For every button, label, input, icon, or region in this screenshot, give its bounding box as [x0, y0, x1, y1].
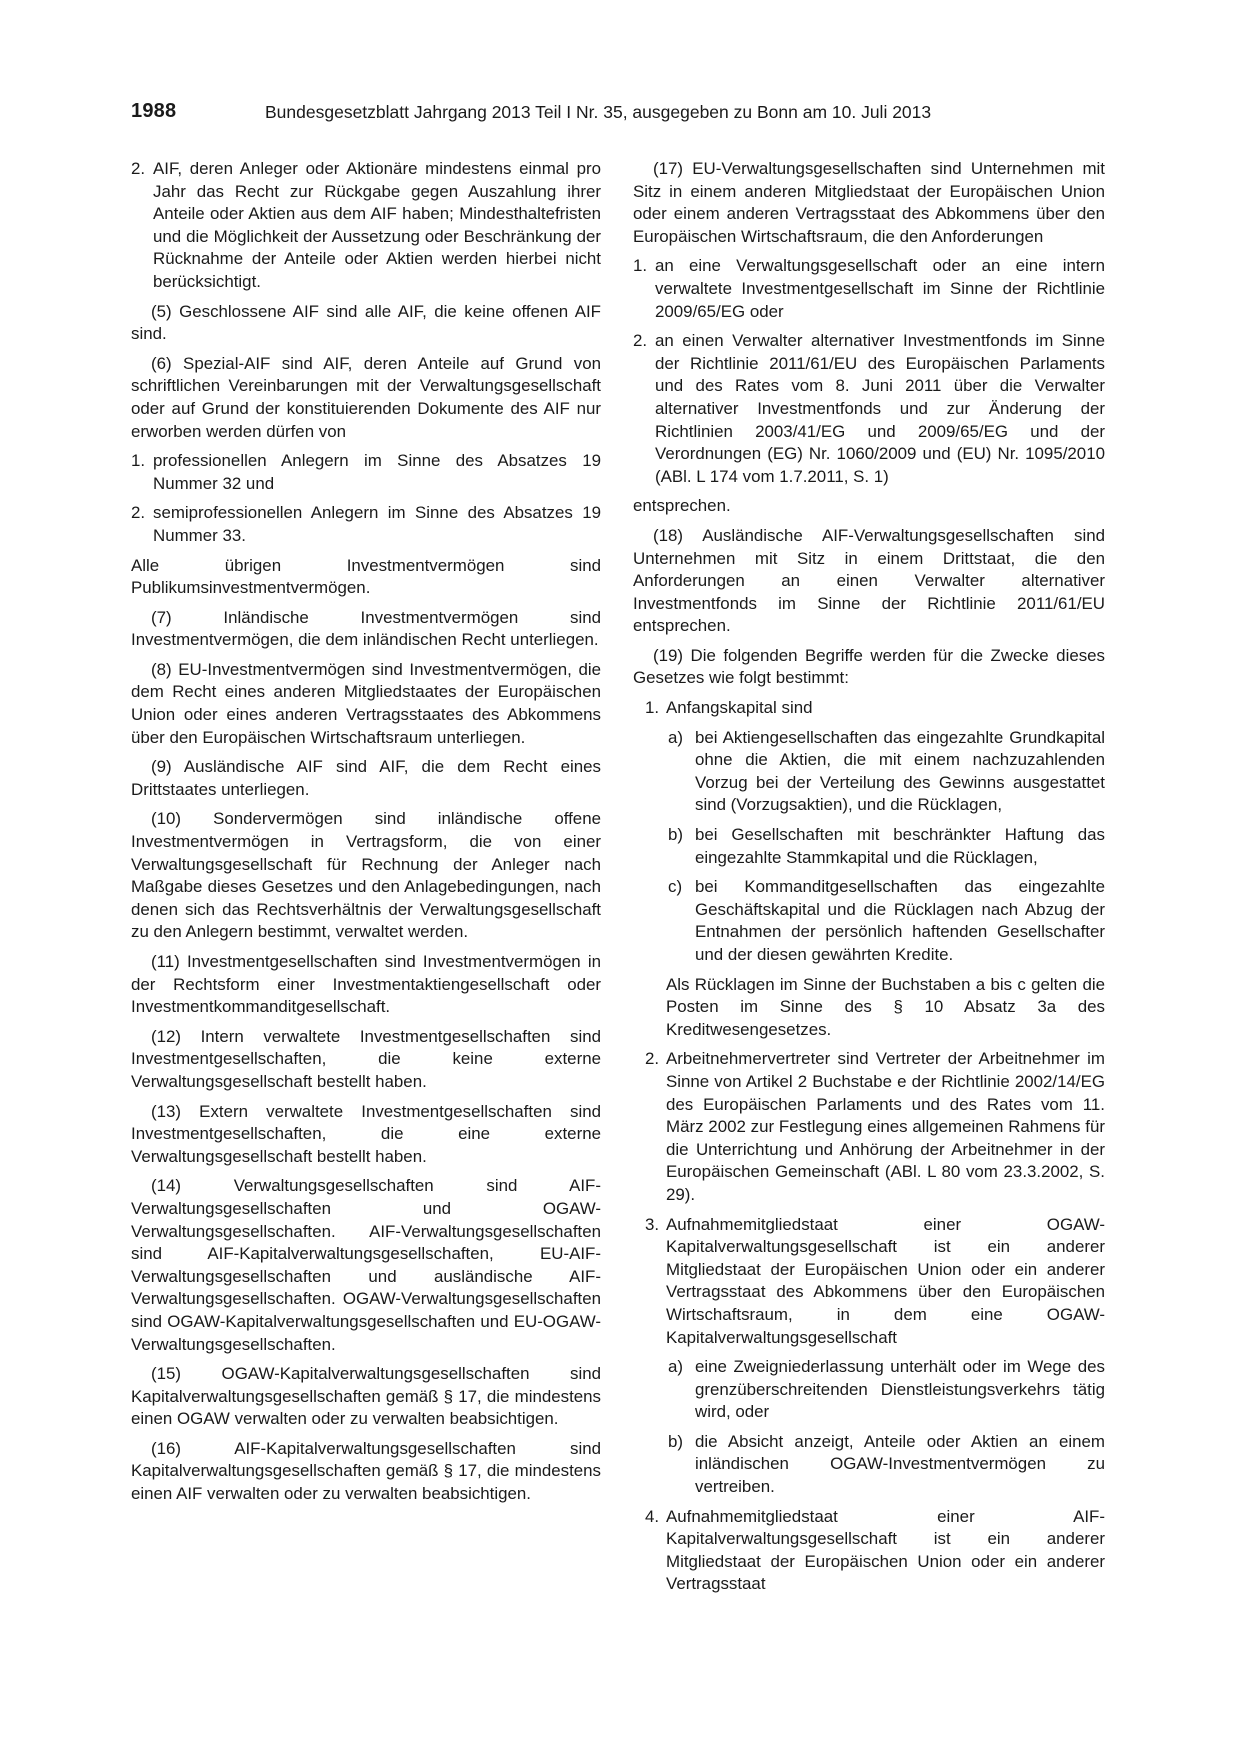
- list-number: 2.: [131, 503, 146, 523]
- list-number: 1.: [131, 451, 146, 471]
- definition-item: [633, 1506, 1105, 1596]
- list-text: Aufnahmemitgliedstaat einer OGAW-Kapitalverwaltungsgesellschaft ist ein anderer Mitgliedstaat der Europäischen Union oder ein anderer Vertragsstaat des Abkommens über den Europäischen Wirtschaftsraum, in dem eine OGAW-Kapitalverwaltungsgesellschaft: [666, 1214, 1105, 1347]
- list-item: [131, 158, 601, 294]
- sub-letter: b): [668, 825, 684, 845]
- sub-letter: a): [668, 1357, 684, 1377]
- list-text: semiprofessionellen Anlegern im Sinne des Absatzes 19 Nummer 33.: [153, 503, 601, 545]
- list-number: 2.: [131, 159, 146, 178]
- right-column: [633, 158, 1105, 1603]
- paragraph-13: (13) Extern verwaltete Investmentgesellschaften sind Investmentgesellschaften, die eine externe Verwaltungsgesellschaft bestellt haben.: [131, 1101, 601, 1166]
- list-item: [633, 330, 1105, 488]
- list-text: Anfangskapital sind: [666, 698, 813, 718]
- sub-item: [633, 824, 1105, 869]
- list-text: an einen Verwalter alternativer Investmentfonds im Sinne der Richtlinie 2011/61/EU des Europäischen Parlaments und des Rates vom 8. Juni 2011 über die Verwalter alternativer Investmentfonds und zur Änderung der Richtlinien 2003/41/EG und 2009/65/EG und der Verordnungen (EG) Nr. 1060/2009 und (EU) Nr. 1095/2010 (ABl. L 174 vom 1.7.2011, S. 1): [655, 331, 1105, 486]
- paragraph-10: (10) Sondervermögen sind inländische offene Investmentvermögen in Vertragsform, die von einer Verwaltungsgesellschaft für Rechnung der Anleger nach Maßgabe dieses Gesetzes und den Anlagebedingungen, nach denen sich das Rechtsverhältnis der Verwaltungsgesellschaft zu den Anlegern bestimmt, verwaltet werden.: [131, 809, 601, 942]
- sub-item: [633, 876, 1105, 966]
- list-number: 3.: [645, 1214, 660, 1234]
- paragraph-5: (5) Geschlossene AIF sind alle AIF, die keine offenen AIF sind.: [131, 301, 601, 344]
- list-item: [131, 502, 601, 547]
- paragraph-9: (9) Ausländische AIF sind AIF, die dem Recht eines Drittstaates unterliegen.: [131, 757, 601, 799]
- sub-item: [633, 727, 1105, 817]
- definition-item: [633, 1214, 1105, 1350]
- paragraph-7: (7) Inländische Investmentvermögen sind Investmentvermögen, die dem inländischen Recht unterliegen.: [131, 607, 601, 650]
- definition-item: [633, 1048, 1105, 1206]
- paragraph-14: (14) Verwaltungsgesellschaften sind AIF-Verwaltungsgesellschaften und OGAW-Verwaltungsgesellschaften. AIF-Verwaltungsgesellschaften sind AIF-Kapitalverwaltungsgesellschaften, EU-AIF-Verwaltungsgesellschaften und ausländische AIF-Verwaltungsgesellschaften. OGAW-Verwaltungsgesellschaften sind OGAW-Kapitalverwaltungsgesellschaften und EU-OGAW-Verwaltungsgesellschaften.: [131, 1176, 601, 1354]
- definition-1-tail: Als Rücklagen im Sinne der Buchstaben a bis c gelten die Posten im Sinne des § 10 Absatz 3a des Kreditwesengesetzes.: [666, 974, 1105, 1039]
- page-number: 1988: [131, 100, 177, 122]
- sub-text: eine Zweigniederlassung unterhält oder im Wege des grenzüberschreitenden Dienstleistungsverkehrs tätig wird, oder: [695, 1357, 1105, 1422]
- paragraph-8: (8) EU-Investmentvermögen sind Investmentvermögen, die dem Recht eines anderen Mitgliedstaates der Europäischen Union oder eines anderen Vertragsstaates des Abkommens über den Europäischen Wirtschaftsraum unterliegen.: [131, 659, 601, 747]
- paragraph-19: (19) Die folgenden Begriffe werden für die Zwecke dieses Gesetzes wie folgt bestimmt:: [633, 645, 1105, 688]
- paragraph-17-tail: entsprechen.: [633, 496, 731, 516]
- sub-letter: b): [668, 1431, 684, 1451]
- list-item: [633, 255, 1105, 323]
- sub-letter: c): [668, 877, 683, 897]
- paragraph-17: (17) EU-Verwaltungsgesellschaften sind Unternehmen mit Sitz in einem anderen Mitgliedstaat der Europäischen Union oder einem anderen Vertragsstaat des Abkommens über den Europäischen Wirtschaftsraum, die den Anforderungen: [633, 159, 1105, 246]
- left-column: [131, 158, 601, 1513]
- list-text: Arbeitnehmervertreter sind Vertreter der Arbeitnehmer im Sinne von Artikel 2 Buchstabe e der Richtlinie 2002/14/EG des Europäischen Parlaments und des Rates vom 11. März 2002 zur Festlegung eines allgemeinen Rahmens für die Unterrichtung und Anhörung der Arbeitnehmer in der Europäischen Gemeinschaft (ABl. L 80 vom 23.3.2002, S. 29).: [666, 1049, 1105, 1204]
- running-header: Bundesgesetzblatt Jahrgang 2013 Teil I Nr. 35, ausgegeben zu Bonn am 10. Juli 2013: [265, 102, 932, 122]
- list-text: Aufnahmemitgliedstaat einer AIF-Kapitalverwaltungsgesellschaft ist ein anderer Mitgliedstaat der Europäischen Union oder ein anderer Vertragsstaat: [666, 1506, 1105, 1594]
- sub-text: die Absicht anzeigt, Anteile oder Aktien an einem inländischen OGAW-Investmentvermögen zu vertreiben.: [695, 1431, 1105, 1497]
- definition-item: [633, 697, 1105, 720]
- list-number: 4.: [645, 1506, 660, 1526]
- sub-item: [633, 1356, 1105, 1424]
- paragraph-16: (16) AIF-Kapitalverwaltungsgesellschaften sind Kapitalverwaltungsgesellschaften gemäß § 17, die mindestens einen AIF verwalten oder zu verwalten beabsichtigen.: [131, 1438, 601, 1504]
- list-number: 1.: [645, 698, 660, 718]
- paragraph-6-tail: Alle übrigen Investmentvermögen sind Publikumsinvestmentvermögen.: [131, 555, 601, 598]
- list-number: 1.: [633, 256, 648, 276]
- sub-text: bei Kommanditgesellschaften das eingezahlte Geschäftskapital und die Rücklagen nach Abzug der Entnahmen der persönlich haftenden Gesellschafter und der diesen gewährten Kredite.: [695, 877, 1105, 964]
- paragraph-15: (15) OGAW-Kapitalverwaltungsgesellschaften sind Kapitalverwaltungsgesellschaften gemäß § 17, die mindestens einen OGAW verwalten oder zu verwalten beabsichtigen.: [131, 1364, 601, 1429]
- paragraph-18: (18) Ausländische AIF-Verwaltungsgesellschaften sind Unternehmen mit Sitz in einem Drittstaat, die den Anforderungen an einen Verwalter alternativer Investmentfonds im Sinne der Richtlinie 2011/61/EU entsprechen.: [633, 525, 1105, 636]
- list-text: professionellen Anlegern im Sinne des Absatzes 19 Nummer 32 und: [153, 451, 601, 493]
- paragraph-11: (11) Investmentgesellschaften sind Investmentvermögen in der Rechtsform einer Investmentaktiengesellschaft oder Investmentkommanditgesellschaft.: [131, 952, 601, 1017]
- list-item: [131, 450, 601, 495]
- sub-item: [633, 1431, 1105, 1499]
- list-number: 2.: [645, 1049, 660, 1069]
- paragraph-12: (12) Intern verwaltete Investmentgesellschaften sind Investmentgesellschaften, die keine externe Verwaltungsgesellschaft bestellt haben.: [131, 1026, 601, 1091]
- list-text: AIF, deren Anleger oder Aktionäre mindestens einmal pro Jahr das Recht zur Rückgabe gegen Auszahlung ihrer Anteile oder Aktien aus dem AIF haben; Mindesthaltefristen und die Möglichkeit der Aussetzung oder Beschränkung der Rücknahme der Anteile oder Aktien werden hierbei nicht berücksichtigt.: [153, 159, 601, 291]
- sub-text: bei Gesellschaften mit beschränkter Haftung das eingezahlte Stammkapital und die Rücklagen,: [695, 825, 1105, 867]
- list-text: an eine Verwaltungsgesellschaft oder an eine intern verwaltete Investmentgesellschaft im Sinne der Richtlinie 2009/65/EG oder: [655, 256, 1105, 321]
- sub-letter: a): [668, 727, 684, 747]
- sub-text: bei Aktiengesellschaften das eingezahlte Grundkapital ohne die Aktien, die mit einem nachzuzahlenden Vorzug bei der Verteilung des Gewinns ausgestattet sind (Vorzugsaktien), und die Rücklagen,: [695, 727, 1105, 815]
- list-number: 2.: [633, 331, 648, 351]
- paragraph-6: (6) Spezial-AIF sind AIF, deren Anteile auf Grund von schriftlichen Vereinbarungen mit der Verwaltungsgesellschaft oder auf Grund der konstituierenden Dokumente des AIF nur erworben werden dürfen von: [131, 353, 601, 441]
